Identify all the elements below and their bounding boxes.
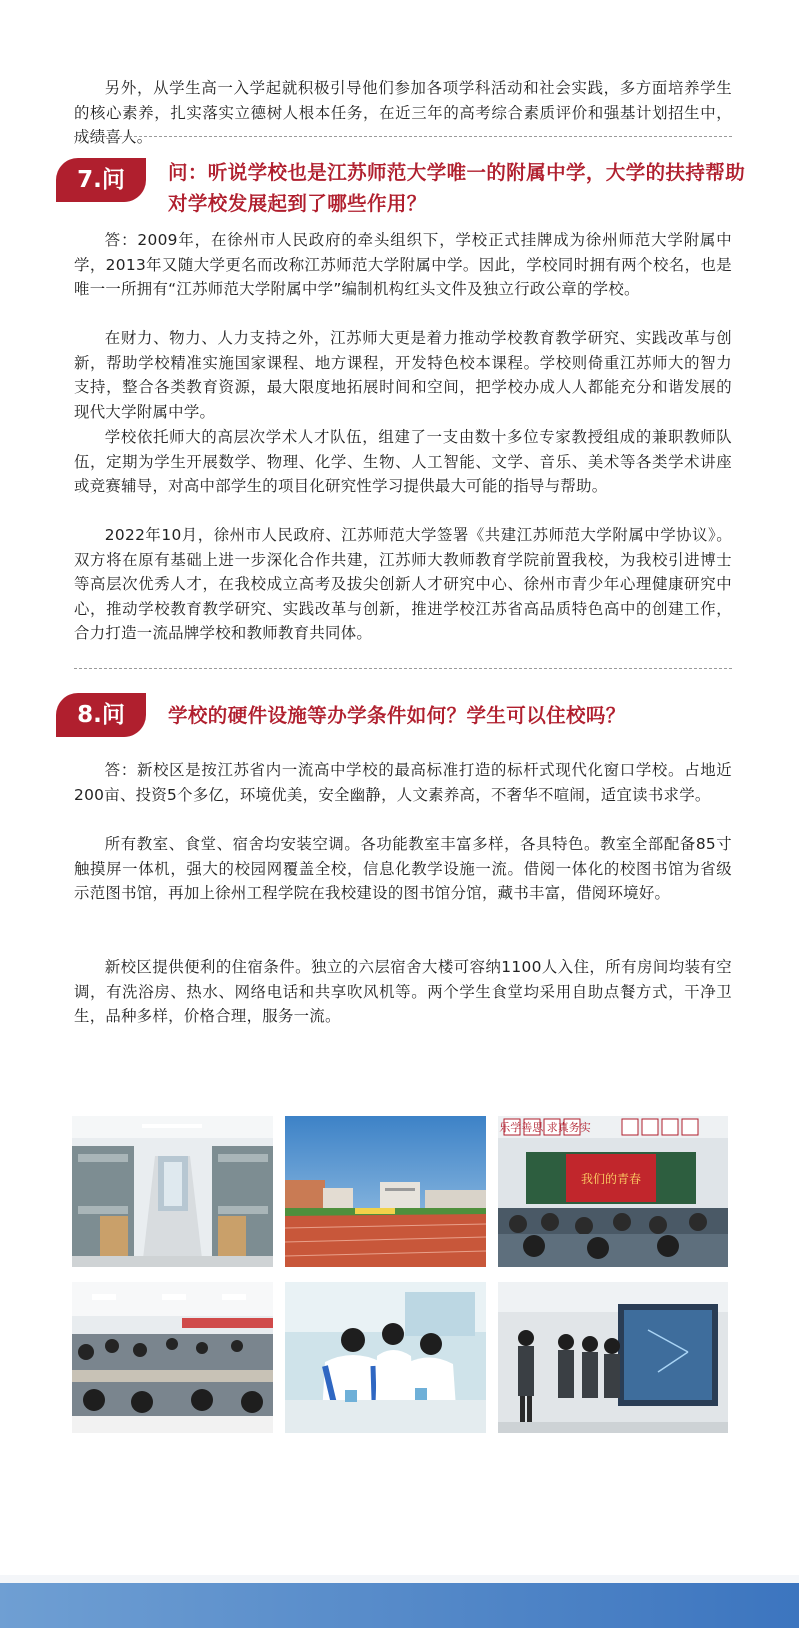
footer-bar [0,1583,799,1628]
q7-title: 问：听说学校也是江苏师范大学唯一的附属中学，大学的扶持帮助对学校发展起到了哪些作用？ [168,161,746,215]
dormitory-photo [72,1116,273,1267]
classroom-photo [498,1116,728,1267]
q7-paragraph-3: 学校依托师大的高层次学术人才队伍，组建了一支由数十多位专家教授组成的兼职教师队伍，定期为学生开展数学、物理、化学、生物、人工智能、文学、音乐、美术等各类学术讲座或竞赛辅导，对高中部学生的项目化研究性学习提供最大可能的指导与帮助。 [74,428,732,496]
campus-track-photo [285,1116,486,1267]
q8-paragraph-2: 所有教室、食堂、宿舍均安装空调。各功能教室丰富多样，各具特色。教室全部配备85寸触摸屏一体机，强大的校园网覆盖全校，信息化教学设施一流。借阅一体化的校图书馆为省级示范图书馆，再加上徐州工程学院在我校建设的图书馆分馆，藏书丰富，借阅环境好。 [74,835,732,903]
q7-badge: 7.问 [56,158,146,202]
q7-paragraph-2: 在财力、物力、人力支持之外，江苏师大更是着力推动学校教育教学研究、实践改革与创新，帮助学校精准实施国家课程、地方课程，开发特色校本课程。学校则倚重江苏师大的智力支持，整合各类教育资源，最大限度地拓展时间和空间，把学校办成人人都能充分和谐发展的现代大学附属中学。 [74,329,732,421]
divider-1 [74,136,732,137]
classroom-screen-text: 我们的青春 [580,1172,642,1186]
intro-paragraph: 另外，从学生高一入学起就积极引导他们参加各项学科活动和社会实践，多方面培养学生的核心素养，扎实落实立德树人根本任务，在近三年的高考综合素质评价和强基计划招生中，成绩喜人。 [74,79,732,147]
q7-paragraph-4: 2022年10月，徐州市人民政府、江苏师范大学签署《共建江苏师范大学附属中学协议》。双方将在原有基础上进一步深化合作共建，江苏师大教师教育学院前置我校，为我校引进博士等高层次优秀人才，在我校成立高考及拔尖创新人才研究中心、徐州市青少年心理健康研究中心，推动学校教育教学研究、实践改革与创新，推进学校江苏省高品质特色高中的创建工作，合力打造一流品牌学校和教师教育共同体。 [74,526,732,643]
q7-paragraph-1: 答：2009年，在徐州市人民政府的牵头组织下，学校正式挂牌成为徐州师范大学附属中学，2013年又随大学更名而改称江苏师范大学附属中学。因此，学校同时拥有两个校名，也是唯一一所拥有“江苏师范大学附属中学”编制机构红头文件及独立行政公章的学校。 [74,231,732,299]
q8-paragraph-3: 新校区提供便利的住宿条件。独立的六层宿舍大楼可容纳1100人入住，所有房间均装有空调，有洗浴房、热水、网络电话和共享吹风机等。两个学生食堂均采用自助点餐方式，干净卫生，品种多样，价格合理，服务一流。 [74,958,732,1026]
cafeteria-photo [72,1282,273,1433]
divider-2 [74,668,732,669]
laboratory-photo [285,1282,486,1433]
q8-paragraph-1: 答：新校区是按江苏省内一流高中学校的最高标准打造的标杆式现代化窗口学校。占地近200亩、投资5个多亿，环境优美，安全幽静，人文素养高，不奢华不喧闹，适宜读书求学。 [74,761,732,804]
q8-title: 学校的硬件设施等办学条件如何？学生可以住校吗？ [168,704,626,727]
q8-badge: 8.问 [56,693,146,737]
classroom-banner-text: 乐学善思 求真务实 [499,1121,591,1134]
smartboard-photo [498,1282,728,1433]
footer-strip [0,1575,799,1583]
